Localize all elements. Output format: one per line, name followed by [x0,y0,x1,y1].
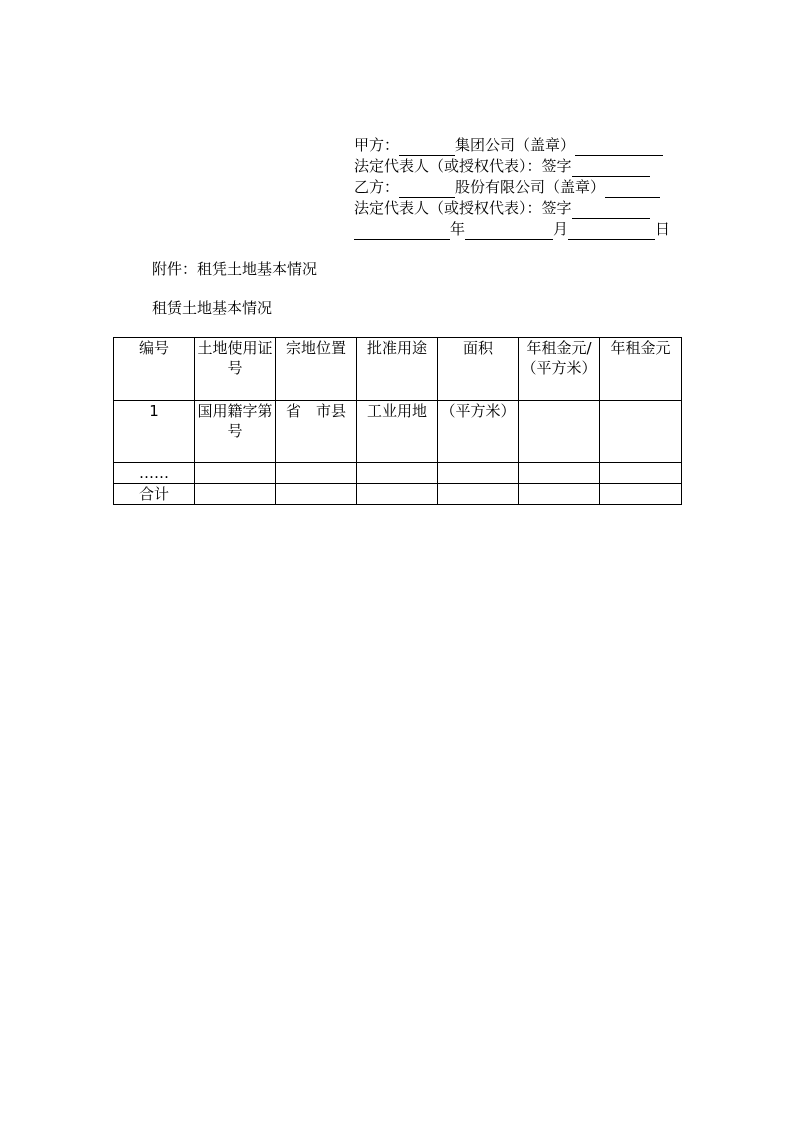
party-a-company: 集团公司（盖章） [455,136,576,154]
table-cell [357,463,438,484]
party-a-seal-blank [575,140,663,156]
party-a-rep-line [354,156,674,177]
table-cell [519,401,600,463]
party-b-line [354,177,674,198]
party-b-rep-label: 法定代表人（或授权代表）：签字 [354,199,572,217]
party-b-signature-blank [572,203,650,219]
table-cell [438,463,519,484]
party-a-name-blank [399,140,455,156]
table-row [114,401,682,463]
table-cell [276,484,357,505]
table-total-row [114,484,682,505]
table-header-row [114,338,682,401]
table-title: 租赁土地基本情况 [152,299,273,317]
party-a-line [354,135,674,156]
attachment-title: 附件：租凭土地基本情况 [152,260,318,278]
table-cell [195,484,276,505]
year-label: 年 [450,220,466,238]
table-cell [519,484,600,505]
party-b-name-blank [399,182,455,198]
table-cell [600,463,682,484]
table-cell [195,463,276,484]
header-cell-annual-rent: 年租金元 [600,338,682,401]
header-cell-rent-per-sqm: 年租金元/（平方米） [519,338,600,401]
table-cell [600,484,682,505]
signature-block [354,135,674,240]
year-blank [354,224,450,240]
table-cell [519,463,600,484]
table-cell: 省 市县 [276,401,357,463]
table-cell: 1 [114,401,195,463]
table-cell: 合计 [114,484,195,505]
party-b-label: 乙方： [354,178,400,196]
header-cell-certificate: 土地使用证号 [195,338,276,401]
header-cell-location: 宗地位置 [276,338,357,401]
table-row [114,463,682,484]
month-label: 月 [553,220,569,238]
land-info-table [113,337,682,505]
day-blank [568,224,655,240]
table-cell [357,484,438,505]
header-cell-purpose: 批准用途 [357,338,438,401]
day-label: 日 [655,220,671,238]
table-cell [438,484,519,505]
table-cell [600,401,682,463]
party-b-seal-blank [605,182,660,198]
party-b-rep-line [354,198,674,219]
party-a-label: 甲方： [354,136,400,154]
party-a-rep-label: 法定代表人（或授权代表）：签字 [354,157,572,175]
date-line [354,219,674,240]
table-cell: …… [114,463,195,484]
table-cell [276,463,357,484]
table-cell: 工业用地 [357,401,438,463]
table-cell: （平方米） [438,401,519,463]
header-cell-area: 面积 [438,338,519,401]
month-blank [465,224,553,240]
header-cell-number: 编号 [114,338,195,401]
table-cell: 国用籍字第号 [195,401,276,463]
party-a-signature-blank [572,161,650,177]
party-b-company: 股份有限公司（盖章） [455,178,606,196]
